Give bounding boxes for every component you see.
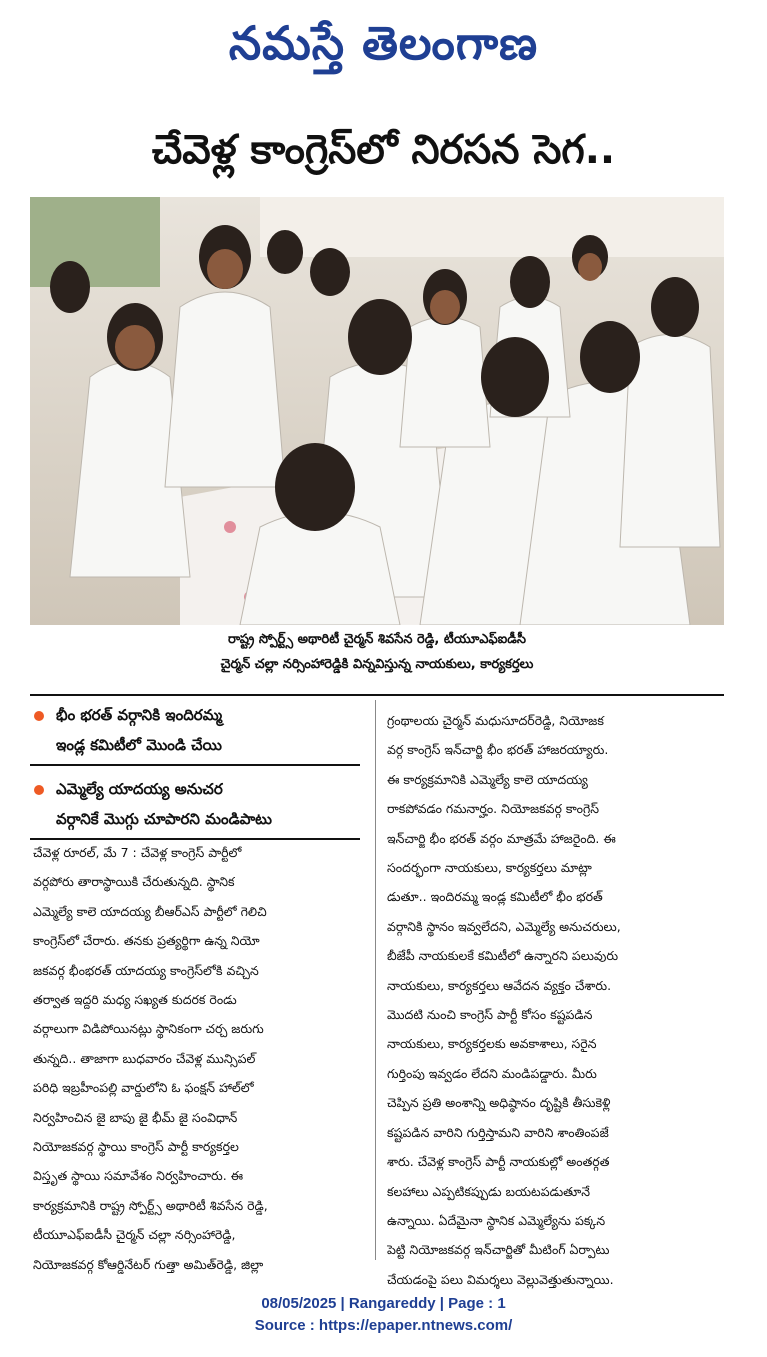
- bullet-line: వర్గానికే మొగ్గు చూపారని మండిపాటు: [56, 810, 272, 828]
- body-line: కాంగ్రెస్‌లో చేరారు. తనకు ప్రత్యర్థిగా ఉన్న నియో: [33, 933, 260, 949]
- highlight-bullets: [30, 700, 360, 848]
- bullet-dot-icon: [34, 711, 44, 721]
- caption-line: రాష్ట్ర స్పోర్ట్స్ అథారిటీ చైర్మన్ శివసేన రెడ్డి, టీయూఎఫ్‌ఐడీసీ: [228, 632, 526, 647]
- crowd-photo-illustration: [30, 197, 724, 625]
- bullet-line: భీం భరత్ వర్గానికి ఇందిరమ్మ: [56, 706, 223, 724]
- body-line: చేయడంపై పలు విమర్శలు వెల్లువెత్తుతున్నాయి.: [387, 1271, 614, 1287]
- highlight-bullet: [30, 700, 360, 766]
- body-line: విస్తృత స్థాయి సమావేశం నిర్వహించారు. ఈ: [33, 1168, 244, 1184]
- article-photo: [30, 197, 724, 625]
- body-line: చేవెళ్ల రూరల్, మే 7 : చేవెళ్ల కాంగ్రెస్ పార్టీలో: [33, 845, 242, 860]
- body-line: కష్టపడిన వారిని గుర్తిస్తామని వారిని శాంతింపజే: [387, 1124, 609, 1140]
- body-line: తున్నది.. తాజాగా బుధవారం చేవెళ్ల మున్సిపల్: [33, 1050, 256, 1066]
- body-line: గ్రంథాలయ చైర్మన్ మధుసూదర్‌రెడ్డి, నియోజక: [387, 713, 604, 728]
- body-line: వర్గపోరు తారాస్థాయికి చేరుతున్నది. స్థానిక: [33, 874, 235, 890]
- article-body-left: [33, 838, 363, 1279]
- bullet-line: ఇండ్ల కమిటీలో మొండి చేయి: [56, 736, 222, 754]
- body-line: నియోజకవర్గ స్థాయి కాంగ్రెస్ పార్టీ కార్యకర్తల: [33, 1139, 239, 1155]
- body-line: బీజేపీ నాయకులకే కమిటీలో ఉన్నారని పలువురు: [387, 948, 619, 964]
- body-line: నిర్వహించిన జై బాపు జై భీమ్ జై సంవిధాన్: [33, 1109, 238, 1125]
- body-line: సందర్భంగా నాయకులు, కార్యకర్తలు మాట్లా: [387, 860, 592, 876]
- footer-date-edition: 08/05/2025 | Rangareddy | Page : 1: [261, 1295, 506, 1312]
- body-line: ఇన్‌చార్జి భీం భరత్ వర్గం మాత్రమే హాజరైంది. ఈ: [387, 830, 616, 846]
- body-line: కార్యక్రమానికి రాష్ట్ర స్పోర్ట్స్ అథారిటీ శివసేన రెడ్డి,: [33, 1197, 268, 1213]
- body-line: రాకపోవడం గమనార్హం. నియోజకవర్గ కాంగ్రెస్: [387, 801, 600, 817]
- footer-source-link[interactable]: Source : https://epaper.ntnews.com/: [254, 1317, 513, 1334]
- article-headline: చేవెళ్ల కాంగ్రెస్‌లో నిరసన సెగ..: [151, 127, 616, 173]
- highlight-bullet: [30, 774, 360, 840]
- body-line: మొదటి నుంచి కాంగ్రెస్ పార్టీ కోసం కష్టపడిన: [387, 1007, 593, 1023]
- body-line: ఎమ్మెల్యే కాలె యాదయ్య బీఆర్ఎస్ పార్టీలో గెలిచి: [33, 903, 267, 919]
- caption-line: చైర్మన్ చల్లా నర్సింహారెడ్డికి విన్నవిస్తున్న నాయకులు, కార్యకర్తలు: [220, 657, 534, 672]
- body-line: వర్గ కాంగ్రెస్ ఇన్‌చార్జి భీం భరత్ హాజరయ్యారు.: [387, 742, 609, 758]
- body-line: పెట్టి నియోజకవర్గ ఇన్‌చార్జితో మీటింగ్ ఏర్పాటు: [387, 1242, 610, 1258]
- body-line: ఉన్నాయి. ఏదేమైనా స్థానిక ఎమ్మెల్యేను పక్కన: [387, 1212, 606, 1228]
- body-line: నాయకులు, కార్యకర్తలకు అవకాశాలు, సరైన: [387, 1036, 597, 1052]
- body-line: శారు. చేవెళ్ల కాంగ్రెస్ పార్టీ నాయకుల్లో అంతర్గత: [387, 1154, 610, 1170]
- body-line: టీయూఎఫ్‌ఐడీసీ చైర్మన్ చల్లా నర్సింహారెడ్డి,: [33, 1227, 236, 1243]
- body-line: డుతూ.. ఇందిరమ్మ ఇండ్ల కమిటీలో భీం భరత్: [387, 889, 603, 905]
- newspaper-masthead: నమస్తే తెలంగాణ: [228, 16, 539, 70]
- article-body-right: [387, 706, 727, 1294]
- body-line: నాయకులు, కార్యకర్తలు ఆవేదన వ్యక్తం చేశారు.: [387, 977, 612, 993]
- body-line: పరిధి ఇబ్రహీంపల్లి వార్డులోని ఓ ఫంక్షన్ హాల్‌లో: [33, 1080, 254, 1096]
- body-line: తర్వాత ఇద్దరి మధ్య సఖ్యత కుదరక రెండు: [33, 992, 237, 1008]
- body-line: జకవర్గ భీంభరత్ యాదయ్య కాంగ్రెస్‌లోకి వచ్చిన: [33, 962, 259, 978]
- body-line: కలహాలు ఎప్పటికప్పుడు బయటపడుతూనే: [387, 1183, 591, 1199]
- body-line: వర్గానికి స్థానం ఇవ్వలేదని, ఎమ్మెల్యే అనుచరులు,: [387, 918, 621, 934]
- caption-divider: [30, 694, 724, 696]
- body-line: చెప్పిన ప్రతి అంశాన్ని అధిష్ఠానం దృష్టికి తీసుకెళ్లి: [387, 1095, 611, 1111]
- bullet-line: ఎమ్మెల్యే యాదయ్య అనుచర: [56, 780, 223, 798]
- photo-caption: [30, 627, 724, 677]
- page-footer: [0, 1293, 767, 1337]
- body-line: నియోజకవర్గ కోఆర్డినేటర్ గుత్తా అమిత్‌రెడ్డి, జిల్లా: [33, 1256, 264, 1272]
- body-line: ఈ కార్యక్రమానికి ఎమ్మెల్యే కాలె యాదయ్య: [387, 771, 588, 787]
- column-divider: [375, 700, 376, 1260]
- body-line: వర్గాలుగా విడిపోయినట్లు స్థానికంగా చర్చ జరుగు: [33, 1021, 264, 1037]
- body-line: గుర్తింపు ఇవ్వడం లేదని మండిపడ్డారు. మీరు: [387, 1065, 597, 1081]
- bullet-dot-icon: [34, 785, 44, 795]
